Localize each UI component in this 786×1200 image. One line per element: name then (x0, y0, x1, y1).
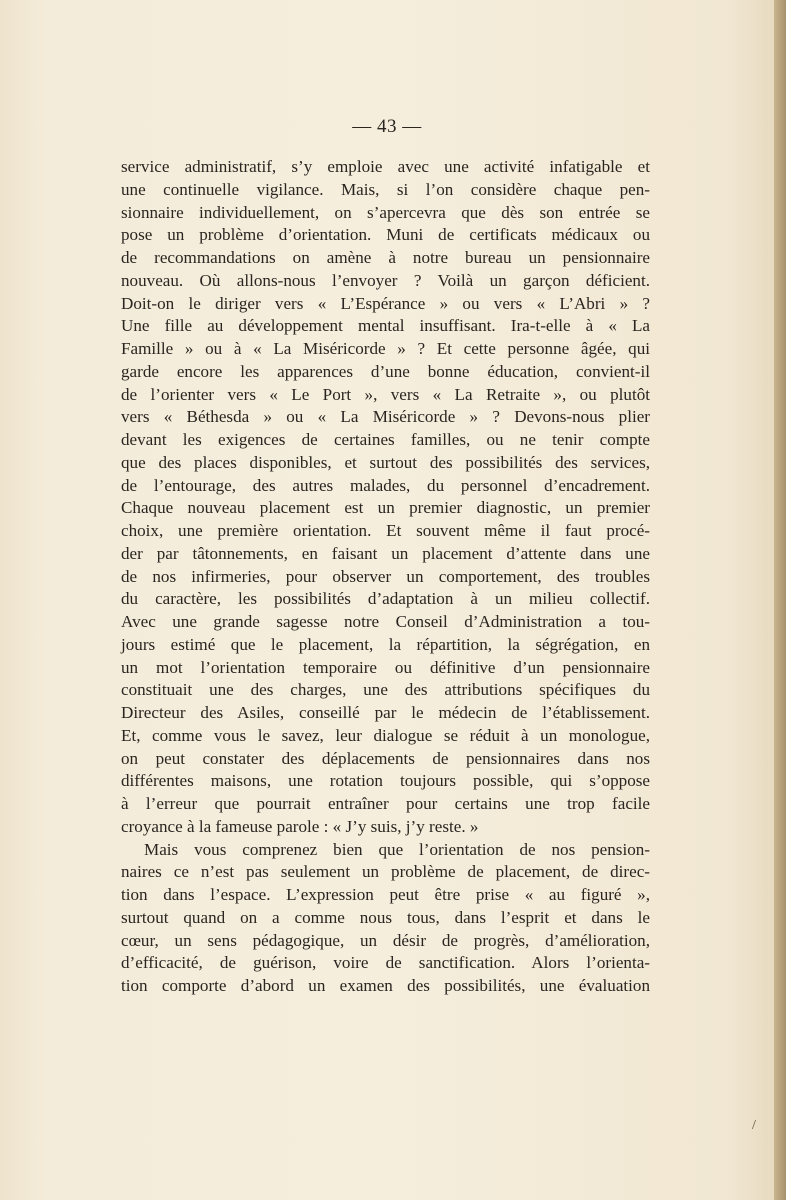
paragraph (121, 839, 650, 998)
text-line: Chaque nouveau placement est un premier diagnostic, un premier (121, 498, 650, 518)
text-line: Et, comme vous le savez, leur dialogue se réduit à un monologue, (121, 725, 650, 745)
text-line: Une fille au développement mental insuffisant. Ira-t-elle à « La (121, 316, 650, 336)
text-line: de recommandations on amène à notre bureau un pensionnaire (121, 248, 650, 267)
text-line: Avec une grande sagesse notre Conseil d’Administration a tou- (121, 612, 650, 631)
text-line: nouveau. Où allons-nous l’envoyer ? Voilà un garçon déficient. (121, 270, 650, 290)
text-line: Directeur des Asiles, conseillé par le médecin de l’établissement. (121, 703, 650, 722)
text-line: tion comporte d’abord un examen des possibilités, une évaluation (121, 976, 650, 995)
page-edge (774, 0, 786, 1200)
text-line: sionnaire individuellement, on s’apercevra que dès son entrée se (121, 202, 650, 222)
text-line: service administratif, s’y emploie avec une activité infatigable et (121, 157, 650, 176)
text-line: Famille » ou à « La Miséricorde » ? Et cette personne âgée, qui (121, 339, 650, 358)
page-number: — 43 — (352, 116, 422, 137)
text-line: choix, une première orientation. Et souvent même il faut procé- (121, 521, 650, 540)
text-line: différentes maisons, une rotation toujours possible, qui s’oppose (121, 771, 650, 791)
text-line: vers « Béthesda » ou « La Miséricorde » ? Devons-nous plier (121, 407, 650, 427)
text-line: tion dans l’espace. L’expression peut être prise « au figuré », (121, 885, 650, 904)
text-line: devant les exigences de certaines familles, ou ne tenir compte (121, 430, 650, 449)
text-line: de l’orienter vers « Le Port », vers « La Retraite », ou plutôt (121, 384, 650, 404)
text-line: du caractère, les possibilités d’adaptation à un milieu collectif. (121, 589, 650, 609)
body-text (121, 156, 650, 998)
text-line: de nos infirmeries, pour observer un comportement, des troubles (121, 566, 650, 586)
text-line: d’efficacité, de guérison, voire de sanctification. Alors l’orienta- (121, 953, 650, 973)
text-line: un mot l’orientation temporaire ou définitive d’un pensionnaire (121, 657, 650, 677)
stray-pen-mark: / (752, 1118, 756, 1133)
text-line: croyance à la fameuse parole : « J’y suis, j’y reste. » (121, 816, 479, 836)
text-line: der par tâtonnements, en faisant un placement d’attente dans une (121, 543, 650, 563)
paragraph (121, 156, 650, 839)
text-line: que des places disponibles, et surtout des possibilités des services, (121, 452, 650, 472)
text-line: cœur, un sens pédagogique, un désir de progrès, d’amélioration, (121, 930, 650, 950)
text-line: constituait une des charges, une des attributions spécifiques du (121, 680, 650, 700)
text-line: une continuelle vigilance. Mais, si l’on considère chaque pen- (121, 179, 650, 199)
text-line: surtout quand on a comme nous tous, dans l’esprit et dans le (121, 907, 650, 927)
text-line: de l’entourage, des autres malades, du personnel d’encadrement. (121, 475, 650, 495)
text-line: garde encore les apparences d’une bonne éducation, convient-il (121, 361, 650, 381)
text-line: naires ce n’est pas seulement un problème de placement, de direc- (121, 862, 650, 882)
text-line: on peut constater des déplacements de pensionnaires dans nos (121, 748, 650, 768)
text-line: pose un problème d’orientation. Muni de certificats médicaux ou (121, 225, 650, 245)
text-line: Doit-on le diriger vers « L’Espérance » ou vers « L’Abri » ? (121, 293, 650, 313)
text-line: jours estimé que le placement, la répartition, la ségrégation, en (121, 634, 650, 654)
text-line: Mais vous comprenez bien que l’orientation de nos pension- (144, 839, 650, 859)
text-line: à l’erreur que pourrait entraîner pour certains une trop facile (121, 794, 650, 813)
